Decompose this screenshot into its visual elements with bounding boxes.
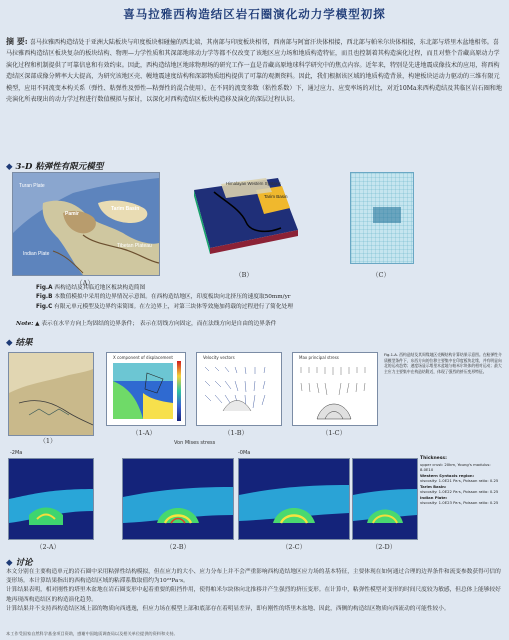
prop-line: viscosity: 1.0E21 Pa·s, Poisson ratio: 0.25 bbox=[420, 478, 499, 483]
model-label-syntaxis: Himalayan Western Syntaxis bbox=[226, 181, 281, 186]
discussion-paragraph-1: 本文分别在主要构造单元的岩石圈中采用粘弹性结构模拟，但在应力的大小、应力分布上并不会严重影响西构造结地区应力场的基本特征，主要体现在如何通过合理的边界条件和流变参数获得可信的变形场。本计算结果指出的西构造结区域的粘滞系数取值约为10²³Pa·s。 bbox=[6, 569, 501, 585]
results-map-panel bbox=[8, 352, 94, 436]
results-map bbox=[9, 353, 93, 435]
legend-line-a: Fig.A 西构造结及其临近地区板块构造简图 bbox=[36, 285, 146, 291]
vm-panel-2a bbox=[8, 458, 94, 540]
map-label-turan: Turan Plate bbox=[19, 183, 45, 189]
von-mises-field-2a bbox=[9, 459, 93, 539]
legend-line-b: Fig.B 本数值模拟中采用的边界情况示意图。在西构造结地区，印度板块向北挤压的速度取50mm/yr bbox=[36, 294, 291, 301]
caption-a: （A） bbox=[76, 279, 94, 287]
vm-panel-2c bbox=[238, 458, 350, 540]
colorbar-1a bbox=[177, 361, 181, 421]
label-0ma: -0Ma bbox=[238, 450, 251, 456]
prop-line: Indian Plate: bbox=[420, 494, 448, 500]
principal-stress-field bbox=[293, 353, 377, 425]
label-2ma: -2Ma bbox=[10, 450, 23, 456]
footer-acknowledgement: 本工作受国家自然科学基金项目资助，感谢中国地质调查局以及相关单位提供的资料和支持。 bbox=[6, 631, 178, 636]
prop-line: upper crust: 20km, Young's modulus: 8.0E10 bbox=[420, 461, 491, 472]
note-text: 表示在水平方向上均固结的边界条件； 表示在切线方向固定，而在法线方向是自由的边界条件 bbox=[41, 321, 277, 327]
abstract-label: 摘 要: bbox=[6, 36, 28, 46]
model-label-tarim: Tarim Basin bbox=[264, 194, 288, 199]
bullet-icon: ◆ bbox=[6, 162, 13, 172]
map-label-pamir: Pamir bbox=[65, 211, 79, 217]
section-results-label: 结果 bbox=[15, 338, 33, 348]
map-label-tibet: Tibetan Plateau bbox=[117, 243, 152, 249]
prop-line: Tarim Basin: bbox=[420, 483, 447, 489]
von-mises-title: Von Mises stress bbox=[174, 440, 216, 446]
abstract bbox=[6, 36, 503, 105]
caption-b: （B） bbox=[235, 271, 253, 279]
prop-line: Western Syntaxis region: bbox=[420, 472, 475, 478]
displacement-field bbox=[107, 353, 185, 425]
caption-1a: （1-A） bbox=[131, 429, 157, 437]
discussion-paragraph-3: 计算结果并不支持西构造结区域上部的物质向西逃逸，但应力场在模型上部和底部存在着明显差异，即有刚性的塔里木盆地、因此，西侧的构造结区物质向西流动的可能性较小。 bbox=[6, 605, 450, 612]
caption-c: （C） bbox=[372, 271, 390, 279]
map-label-indian: Indian Plate bbox=[23, 251, 50, 257]
page-title: 喜马拉雅西构造结区岩石圈演化动力学模型初探 bbox=[123, 7, 386, 21]
prop-line: viscosity: 1.0E23 Pa·s, Poisson ratio: 0.25 bbox=[420, 500, 499, 505]
bullet-icon: ◆ bbox=[6, 558, 13, 568]
section-heading-results bbox=[6, 336, 33, 348]
section-discussion-label: 讨论 bbox=[15, 558, 33, 568]
caption-2a: （2-A） bbox=[35, 543, 61, 551]
caption-2b: （2-B） bbox=[165, 543, 191, 551]
finite-element-mesh bbox=[351, 173, 413, 263]
von-mises-field-2c bbox=[239, 459, 349, 539]
panel-1c-title: Max principal stress bbox=[299, 355, 339, 360]
von-mises-field-2d bbox=[353, 459, 417, 539]
model-properties bbox=[420, 456, 504, 506]
abstract-text: 喜马拉雅西构造结处于亚洲大陆板块与印度板块相碰撞的西北端，其南部与印度板块相邻，西南部与阿富汗块体相接，西北部与帕米尔块体相接，东北部与塔里木盆地相邻。喜马拉雅西构造结区板块复杂的板块结构、物理—力学性质和其深部地球动力学等都不仅改变了该地区应力场和地质构造特征，而且也控制着其构造演化过程，而且对整个青藏高原动力学演化过程和机制提供了可靠信息和有效约束。因此，西构造结地区地球物理场的研究工作一直是青藏高原地球科学研究中的焦点内容。近年来，特别是先进地震成像技术的应用，将西构造结区深部成像分辨率大大提高，为研究该地区壳、幔地震速度结构和深部物质组构提供了可靠的观测资料。因此，我们根据该区域的地质构造背景，构建板块运动力驱动的三维有限元模型，应用不同流变本构关系（弹性、粘弹性及弹性—粘弹性的混合使用），在不同的流变参数（粘性系数）下，通过应力、应变率场的对比，对近10Ma来西构造结及其临区岩石圈和地壳演化所表现出的动力学过程进行数值模拟与探讨，以深化对西构造结区板块构造移及演化的深层过程认识。 bbox=[6, 39, 502, 104]
results-panel-1a bbox=[106, 352, 186, 426]
note bbox=[16, 318, 276, 327]
discussion-text bbox=[6, 568, 503, 614]
triangle-constraint-icon: ▲ bbox=[35, 321, 40, 327]
tectonic-map-panel bbox=[12, 172, 160, 276]
figure-legend bbox=[36, 284, 293, 312]
discussion-paragraph-2: 计算结果表明，相对刚性的塔里木盆地在岩石圈变形中起着重要的阻挡作用，使得帕米尔块体向北推移并产生强烈的挤压变形。在计算中，粘弹性模型对变形的时间尺度较为敏感，但总体上能够较好地再现西构造结区的构造演化趋势。 bbox=[6, 587, 501, 603]
props-title: Thickness: bbox=[420, 456, 447, 461]
section-heading-model bbox=[6, 160, 103, 172]
caption-1b: （1-B） bbox=[223, 429, 249, 437]
caption-1c: （1-C） bbox=[321, 429, 347, 437]
vm-panel-2b bbox=[122, 458, 234, 540]
prop-line: viscosity: 1.0E22 Pa·s, Poisson ratio: 0.25 bbox=[420, 489, 499, 494]
note-label: Note: bbox=[16, 321, 34, 327]
von-mises-field-2b bbox=[123, 459, 233, 539]
results-panel-1b bbox=[196, 352, 282, 426]
caption-2d: （2-D） bbox=[371, 543, 397, 551]
velocity-vector-field bbox=[197, 353, 281, 425]
caption-2c: （2-C） bbox=[281, 543, 307, 551]
model-b-panel bbox=[186, 172, 304, 258]
vm-panel-2d bbox=[352, 458, 418, 540]
legend-line-c: Fig.C 有限元单元模型及边界约束简图。在左边界上，对第三块体等效施加荷载的过程进行了简化处理 bbox=[36, 303, 293, 310]
bullet-icon: ◆ bbox=[6, 338, 13, 348]
mesh-c-panel bbox=[350, 172, 414, 264]
panel-1b-title: Velocity vectors bbox=[203, 355, 235, 360]
results-side-text: Fig.1-A. 西构造结及其周缘地区壳幔结构计算结果示意图。在粘弹性介质模型条件下，东西方向的位移主要集中在印度板块北缘，并有明显向北的运动趋势；速度场显示塔里木盆地与帕米尔块体的相对运动；最大主应力主要集中在构造结附近，体现了强烈的挤压变形特征。 bbox=[384, 352, 502, 374]
map-label-tarim: Tarim Basin bbox=[111, 206, 140, 212]
caption-1: （1） bbox=[39, 437, 57, 445]
panel-1a-title: X component of displacement bbox=[113, 355, 173, 360]
section-heading-discussion bbox=[6, 556, 33, 568]
results-panel-1c bbox=[292, 352, 378, 426]
section-model-label: 3-D 粘弹性有限元模型 bbox=[15, 162, 104, 172]
